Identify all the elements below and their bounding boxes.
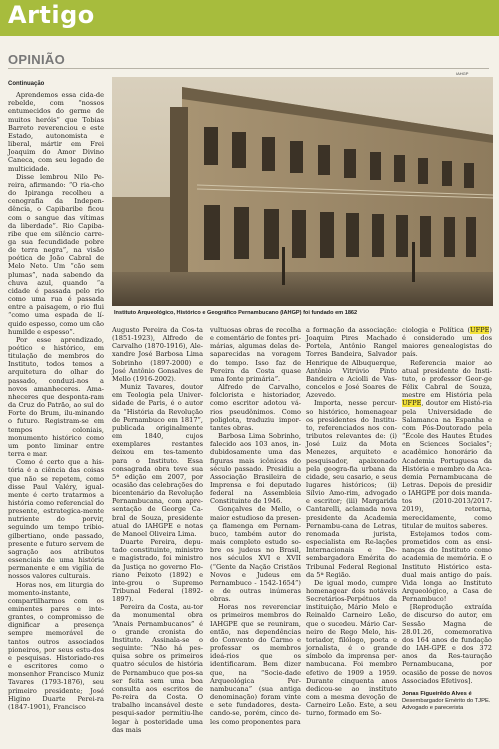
paragraph bbox=[402, 326, 492, 359]
paragraph: a formação da associação: Joaquim Pires Machado Portela, Antônio Rangel Torres Bandeira, Salvador Henrique de Albuquerque, Antônio Vitrúvio Pinto Bandeira e Aciolli de Vas-concelos e José Soares de Azevedo. bbox=[306, 326, 397, 400]
paragraph: Alfredo de Carvalho, folclorista e historiador, como escritor adotou vá-rios pseudônimos. Como poliglota, traduziu impor-tantes obras. bbox=[210, 383, 301, 432]
highlighted-text: UFPE bbox=[402, 399, 422, 408]
paragraph: Disse lembrou Nilo Pe-reira, afirmando: “O ria-cho do Ipiranga recolheu a cenografia da Indepen-dência, o Capibaribe ficou com o sangue das vítimas da liberdade”. Rio Capiba-ribe que em silêncio carre-ga sua fecundidade pobre de terra negra”, na visão poética de João Cabral de Melo Neto. Um “cão sem plumas”, nada sabendo da chuva azul, quando “a cidade é passada pelo rio como uma rua é passada entre a paisagem, o rio flui “como uma espada de lí-quido espesso, como um cão humilde e espesso”. bbox=[8, 172, 104, 336]
author-name: Jonas Figueirêdo Alves é bbox=[402, 690, 472, 697]
paragraph: Importa, nesse percur-so histórico, homenagear os presidentes do Institu-to, referenciados nos con-tributos relevantes de: (i) José Luiz da Mota Menezes, arquiteto e pesquisador, apaixonado pela geogra-fia urbana da cidade, seu casario, e seus lugares históricos; (ii) Sílvio Amo-rim, advogado e escritor; (iii) Margarida Cantarelli, aclamada nova presidente da Academia Pernambu-cana de Letras, renomada jurista, especialista em Re-lações Internacionais e De-sembargadora Emérita do Tribunal Federal Regional da 5ª Região. bbox=[306, 399, 397, 579]
paragraph: Horas nos, em liturgia do momento-instante, compartilharmos com os eminentes pares e inte-grantes, o compromisso de dignificar a presença sempre memorável de tantos outros associados pioneiros, por seus estu-dos e pesquisas. Historiado-res e escritores como o monsenhor Francisco Muniz Tavares (1793-1876), seu primeiro presidente; José Higino Duarte Perei-ra (1847-1901), Francisco bbox=[8, 580, 104, 711]
author-bio bbox=[402, 691, 492, 713]
paragraph: Duarte Pereira, depu-tado constituinte, ministro e magistrado, foi ministro da Justiça no governo Flo-riano Peixoto (1892) e inte-grou o Supremo Tribunal Federal (1892-1897). bbox=[112, 538, 203, 604]
paragraph: Por esse aprendizado, poético e histórico, em titulação de membros do Instituto, todos temos a arquitetura do olhar do passado, conduzi-nos a novos amanheceres. Ama-nheceres que desponta-ram da Cruz do Patrão, ao sul do Forte do Brum, ilu-minando o futuro. Registram-se em tempos coloniais, monumento histórico como um ponto liminar entre terra e mar. bbox=[8, 335, 104, 459]
section-header-bar bbox=[0, 0, 499, 36]
building-photo bbox=[112, 77, 493, 306]
paragraph: Horas nos reverenciar os primeiros membros do IAHGPE que se reuniram, então, nas dependências do Convento do Carmo e professar os membros ideá-rios que os identificaram. Bem dizer que, na “Socie-dade Arqueológica Per-nambucana” (sua antiga denominação) foram vinte e sete fundadores, desta-cando-se, porém, cinco de-les como proponentes para bbox=[210, 603, 301, 726]
article-column-1 bbox=[8, 80, 104, 711]
paragraph: Pereira da Costa, au-tor da monumental obra “Anais Pernambucanos” é o grande cronista do Instituto. Assinala-se o seguinte: “Não há pes-quisa sobre os primeiros quatro séculos de história de Pernambuco que pos-sa ser feita sem uma boa consulta aos escritos de Pe-reira da Costa. O trabalho incansável deste pesqui-sador permitiu-lhe legar à posteridade uma das mais bbox=[112, 603, 203, 734]
article-column-4 bbox=[306, 326, 397, 718]
paragraph: Aprendemos essa cida-de rebelde, com “nossos entumecidos do germe de muitos heróis” que Tobias Barreto reverenciou e este Estado, autonomista e liberal, mártir em Frei Joaquim do Amor Divino Caneca, com seu legado de multicidade. bbox=[8, 91, 104, 173]
paragraph: Barbosa Lima Sobrinho, falecido aos 103 anos, in-dubidosamente uma das figuras mais icônicas do século passado. Presidiu a Associação Brasileira de Imprensa e foi deputado federal na Assembleia Constituinte de 1946. bbox=[210, 432, 301, 506]
author-description: Desembargador Emérito do TJPE. Advogado e parecerista bbox=[402, 698, 491, 712]
paragraph: [Reprodução extraída de discurso do autor, em Sessão Magna de 28.01.26, comemorativa dos 164 anos de fundação do IAH-GPE e dos 372 anos da Res-tauração Pernambucana, por ocasião de posse de novos Associados Efetivos]. bbox=[402, 603, 492, 685]
text-run: ciologia e Política ( bbox=[402, 326, 471, 334]
text-run: Referencia maior ao atual presidente do Insti-tuto, o professor Geor-ge Félix Cabral de Souza, mestre em História pela bbox=[402, 358, 492, 400]
paragraph: Augusto Pereira da Cos-ta (1851-1923), Alfredo de Carvalho (1870-1916), Ale-xandre José Barbosa Lima Sobrinho (1897-2000) e José Antônio Gonsalves de Mello (1916-2002). bbox=[112, 326, 203, 383]
paragraph: De igual modo, cumpre homenagear dois notáveis Secretários-Perpétuos da instituição, Mário Melo e Reinaldo Carneiro Leão, que o sucedeu. Mário Car-neiro de Rego Melo, his-toriador, filólogo, poeta e jornalista, é o grande símbolo da imprensa per-nambucana. Foi membro efetivo de 1909 a 1959. Durante cinquenta anos dedicou-se ao instituto com a mesma devoção de Carneiro Leão. Este, a seu turno, formado em So- bbox=[306, 578, 397, 718]
paragraph: Estejamos todos com-prometidos com as ensi-nanças do Instituto como academia de memória. E o Instituto Histórico esta-dual mais antigo do país. Vida longa ao Instituto Arqueológico, a Casa de Pernambuco! bbox=[402, 529, 492, 604]
photo-credit: IAHGP bbox=[456, 71, 469, 76]
paragraph: Muniz Tavares, doutor em Teologia pela Univer-sidade de Paris, é o autor da “História da Revolução de Pernambuco em 1817”, publicada originalmente em 1840, cujos exemplares restantes deixou em tes-tamento para o Instituto. Essa consagrada obra teve sua 5ª edição em 2007, por ocasião das celebrações do bicentenário da Revolução Pernambucana, com apre-sentação de George Ca-bral de Souza, presidente atual do IAHGPE e notas de Manoel Oliveira Lima. bbox=[112, 383, 203, 538]
photo-caption: Instituto Arqueológico, Histórico e Geográfico Pernambucano (IAHGP) foi fundado em 1862 bbox=[114, 310, 358, 316]
heading-divider bbox=[8, 68, 489, 69]
section-title: Artigo bbox=[8, 1, 95, 29]
opinion-heading: OPINIÃO bbox=[8, 52, 65, 67]
article-column-2 bbox=[112, 326, 203, 734]
text-run: , doutor em Histó-ria pela Universidade de Salamanca na Espanha e com Pós-Doutorado pela “École des Hautes Études en Sciences Sociales”; acadêmico honorário da Academia Portuguesa da História e membro da Aca-demia Pernambucana de Letras. Depois de presidir o IAHGPE por dois manda-tos (2010-2013/2017-2019), retorna, merecidamente, como titular de muitos saberes. bbox=[402, 399, 492, 530]
article-column-5 bbox=[402, 326, 492, 713]
highlighted-text: UFPE bbox=[470, 326, 490, 334]
paragraph: Como é certo que a his-tória é a ciência das coisas que não se repetem, como disse Paul Valéry, igual-mente é certo tratarmos a história como referencial do presente, estrategica-mente nutriente do porvir, seguindo um tempo tribio-gilbertiano, onde passado, presente e futuro servem de sagração aos atributos essenciais de uma história permanente e em vigília de nossos valores culturais. bbox=[8, 458, 104, 581]
text-run: ) é considerado um dos maiores genealogistas do país. bbox=[402, 326, 492, 359]
paragraph: Gonçalves de Mello, o maior estudioso da presen-ça flamenga em Pernam-buco, também autor do mais completo estudo so-bre os judeus no Brasil, nos séculos XVI e XVII (“Gente da Nação Cristãos Novos e Judeus em Pernambuco - 1542-1654”) e de outras inúmeras obras. bbox=[210, 505, 301, 604]
paragraph bbox=[402, 359, 492, 530]
continuation-label: Continuação bbox=[8, 81, 45, 87]
article-column-3 bbox=[210, 326, 301, 726]
paragraph: vultuosas obras de recolha e comentário de fontes pri-márias, algumas delas de-saparecidas na voragem do tempo. Isso faz de Pereira da Costa quase uma fonte primária”. bbox=[210, 326, 301, 383]
